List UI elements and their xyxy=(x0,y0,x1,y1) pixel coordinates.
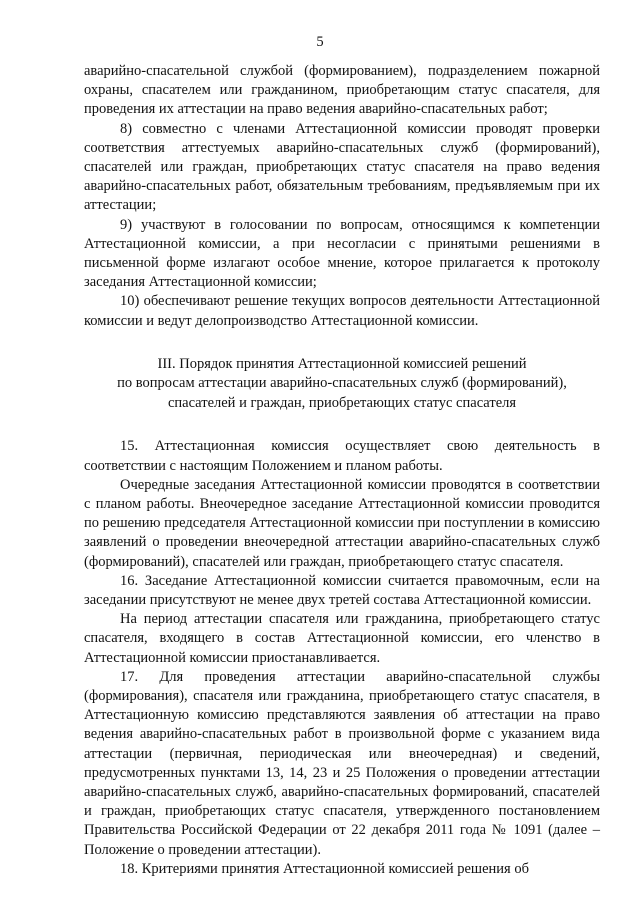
paragraph-item-8: 8) совместно с членами Аттестационной комиссии проводят проверки соответствия аттестуемых аварийно-спасательных служб (формирований), спасателей или граждан, приобретающих статус спасателя на право ведения аварийно-спасательных работ, обязательным требованиям, предъявляемым при их аттестации; xyxy=(84,120,600,214)
paragraph-15-meetings: Очередные заседания Аттестационной комиссии проводятся в соответствии с планом работы. Внеочередное заседание Аттестационной комиссии проводится по решению председателя Аттестационной комиссии при поступлении в комиссию заявлений о проведении внеочередной аттестации аварийно-спасательных служб (формирований), спасателей или граждан, приобретающего статус спасателя. xyxy=(84,476,600,570)
paragraph-15: 15. Аттестационная комиссия осуществляет свою деятельность в соответствии с настоящим Положением и планом работы. xyxy=(84,438,600,474)
paragraph-item-9: 9) участвуют в голосовании по вопросам, относящимся к компетенции Аттестационной комиссии, а при несогласии с принятыми решениями в письменной форме излагают особое мнение, которое прилагается к протоколу заседания Аттестационной комиссии; xyxy=(84,216,600,291)
paragraph-18: 18. Критериями принятия Аттестационной комиссией решения об xyxy=(120,860,529,877)
paragraph-item-10: 10) обеспечивают решение текущих вопросов деятельности Аттестационной комиссии и ведут делопроизводство Аттестационной комиссии. xyxy=(84,293,600,329)
paragraph-17: 17. Для проведения аттестации аварийно-спасательной службы (формирования), спасателя или гражданина, приобретающего статус спасателя, в Аттестационную комиссию представляются заявления об аттестации на право ведения аварийно-спасательных работ в произвольной форме с указанием вида аттестации (первичная, периодическая или внеочередная) и сведений, предусмотренных пунктами 13, 14, 23 и 25 Положения о проведении аттестации аварийно-спасательных служб, аварийно-спасательных формирований, спасателей и граждан, приобретающих статус спасателя, утвержденного постановлением Правительства Российской Федерации от 22 декабря 2011 года № 1091 (далее – Положение о проведении аттестации). xyxy=(84,668,600,858)
section-heading xyxy=(84,355,600,414)
paragraph-continuation: аварийно-спасательной службой (формированием), подразделением пожарной охраны, спасателем или гражданином, приобретающим статус спасателя, для проведения их аттестации на право ведения аварийно-спасательных работ; xyxy=(84,63,600,118)
section-heading-line-2: по вопросам аттестации аварийно-спасательных служб (формирований), xyxy=(117,375,567,392)
paragraph-16-membership: На период аттестации спасателя или гражданина, приобретающего статус спасателя, входящего в состав Аттестационной комиссии, его членство в Аттестационной комиссии приостанавливается. xyxy=(84,611,600,666)
section-heading-line-3: спасателей и граждан, приобретающих статус спасателя xyxy=(167,394,517,411)
page-number: 5 xyxy=(316,34,324,50)
document-body xyxy=(84,62,600,879)
section-heading-line-1: III. Порядок принятия Аттестационной комиссией решений xyxy=(157,355,527,372)
paragraph-16: 16. Заседание Аттестационной комиссии считается правомочным, если на заседании присутствуют не менее двух третей состава Аттестационной комиссии. xyxy=(84,572,600,608)
